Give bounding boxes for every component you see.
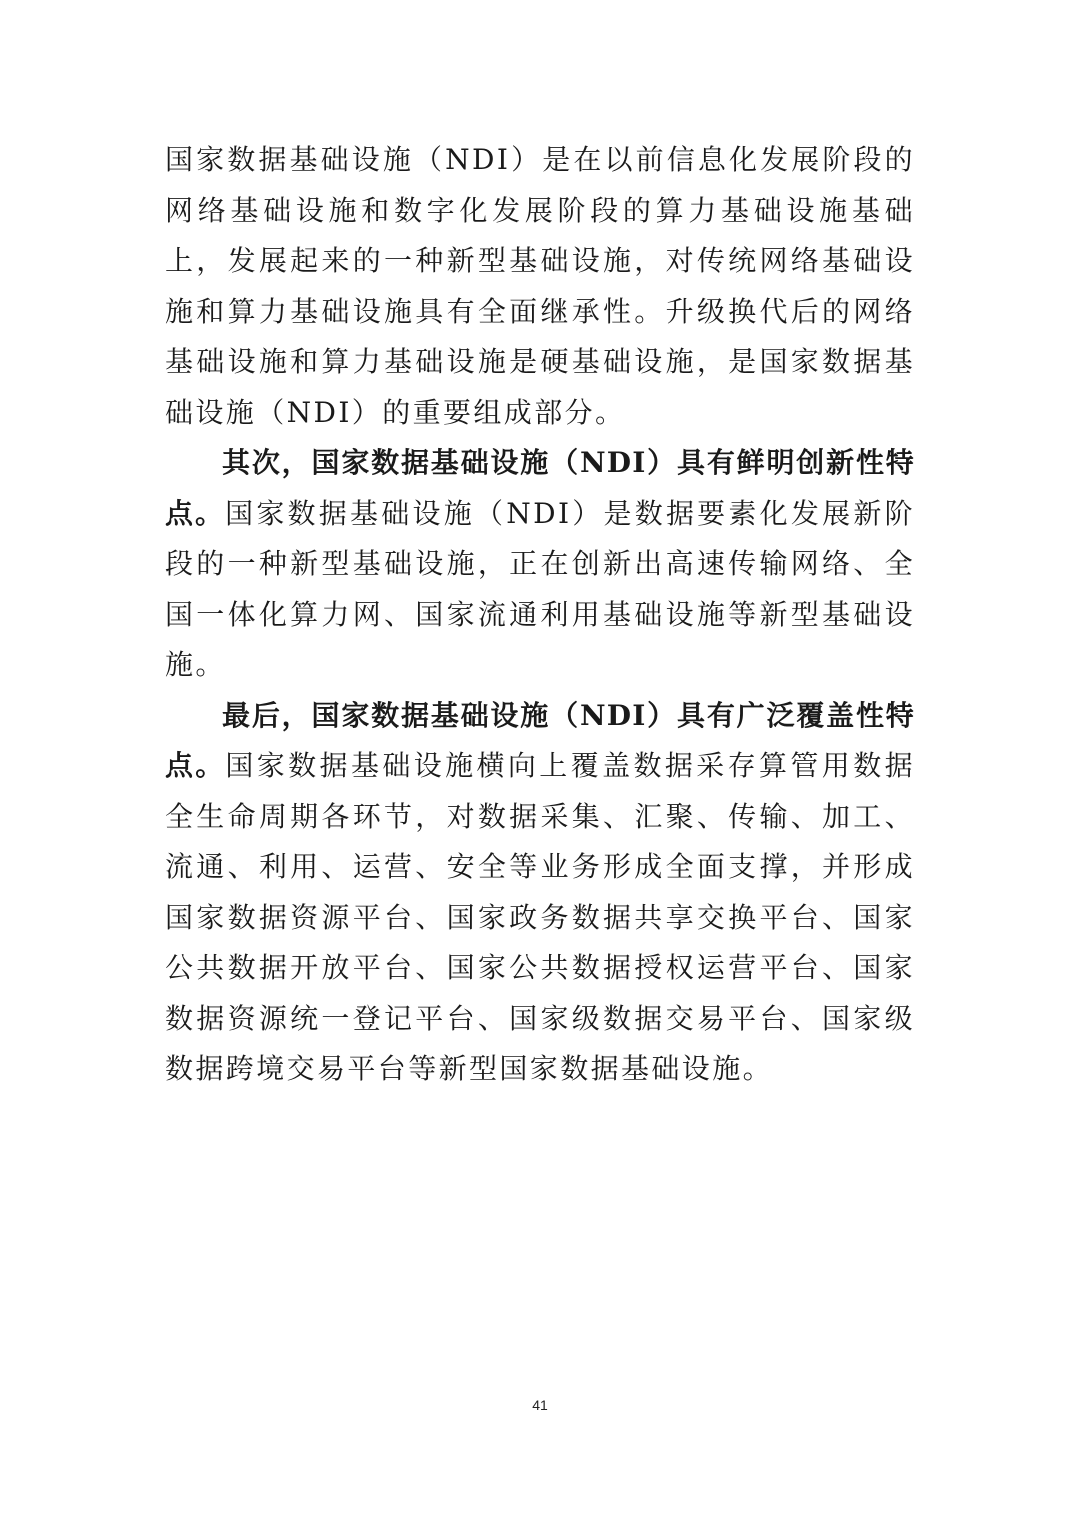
paragraph-inheritance bbox=[165, 135, 915, 438]
paragraph-lead: 最后，国家数据基础设施（NDI）具有广泛覆盖性特点。 bbox=[165, 698, 915, 782]
paragraph-text: 国家数据基础设施横向上覆盖数据采存算管用数据全生命周期各环节，对数据采集、汇聚、传输、加工、流通、利用、运营、安全等业务形成全面支撑，并形成国家数据资源平台、国家政务数据共享交换平台、国家公共数据开放平台、国家公共数据授权运营平台、国家数据资源统一登记平台、国家级数据交易平台、国家级数据跨境交易平台等新型国家数据基础设施。 bbox=[165, 749, 915, 1085]
paragraph-innovation bbox=[165, 438, 915, 691]
paragraph-lead: 其次，国家数据基础设施（NDI）具有鲜明创新性特点。 bbox=[165, 446, 915, 530]
page-number: 41 bbox=[532, 1397, 548, 1413]
body-text bbox=[165, 135, 915, 1095]
paragraph-text: 国家数据基础设施（NDI）是在以前信息化发展阶段的网络基础设施和数字化发展阶段的算力基础设施基础上，发展起来的一种新型基础设施，对传统网络基础设施和算力基础设施具有全面继承性。升级换代后的网络基础设施和算力基础设施是硬基础设施，是国家数据基础设施（NDI）的重要组成部分。 bbox=[165, 143, 915, 429]
paragraph-coverage bbox=[165, 691, 915, 1095]
paragraph-text: 国家数据基础设施（NDI）是数据要素化发展新阶段的一种新型基础设施，正在创新出高速传输网络、全国一体化算力网、国家流通利用基础设施等新型基础设施。 bbox=[165, 496, 915, 681]
